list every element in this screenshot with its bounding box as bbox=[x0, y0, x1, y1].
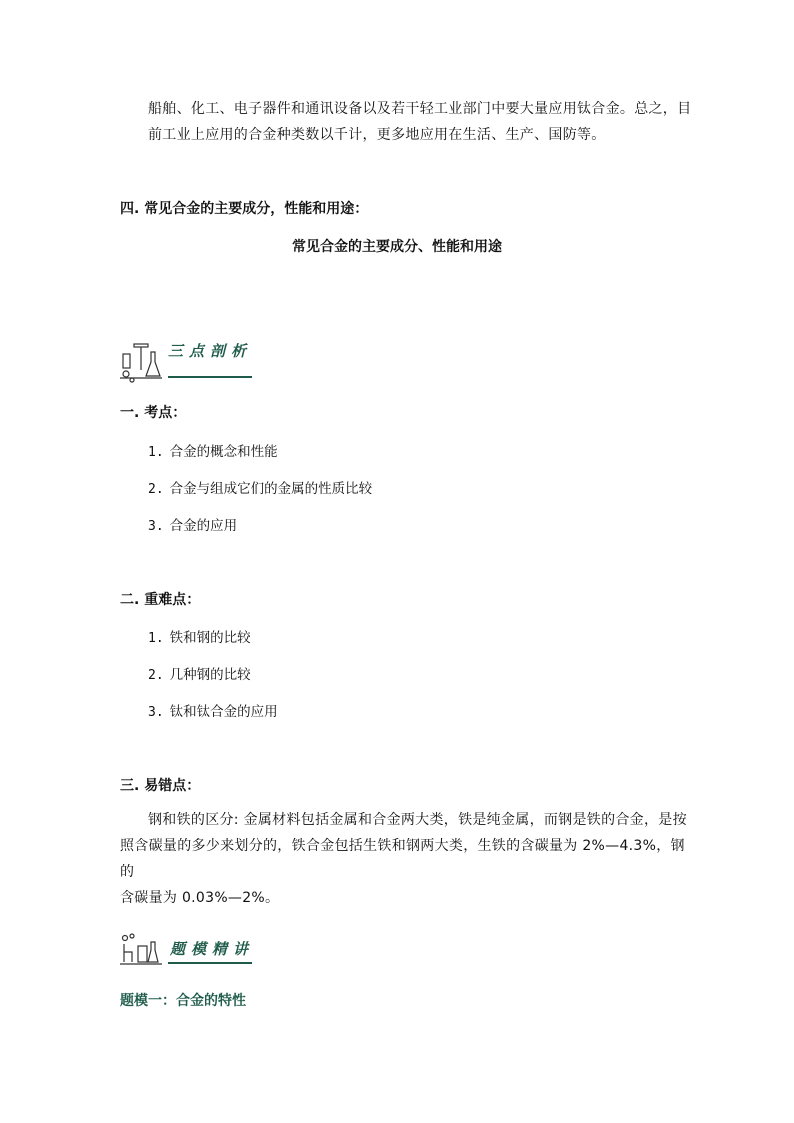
table-caption: 常见合金的主要成分、性能和用途 bbox=[292, 239, 502, 255]
badge-timo-title: 题模精讲 bbox=[170, 940, 255, 958]
item-text: 几种钢的比较 bbox=[169, 667, 251, 683]
kaodian-item-1 bbox=[148, 440, 278, 460]
item-text: 合金的概念和性能 bbox=[169, 444, 278, 460]
kaodian-heading: 一. 考点： bbox=[120, 405, 187, 421]
timo-heading: 题模一：合金的特性 bbox=[120, 993, 246, 1009]
section4-heading: 四. 常见合金的主要成分，性能和用途： bbox=[120, 201, 369, 217]
item-text: 合金与组成它们的金属的性质比较 bbox=[169, 481, 373, 497]
zhongnandian-item-1 bbox=[148, 626, 251, 646]
item-text: 钛和钛合金的应用 bbox=[169, 704, 278, 720]
item-number: 1. bbox=[148, 445, 164, 460]
intro-line-1: 船舶、化工、电子器件和通讯设备以及若干轻工业部门中要大量应用钛合金。总之，目 bbox=[148, 101, 692, 117]
zhongnandian-item-2 bbox=[148, 663, 251, 683]
badge-timo-underline bbox=[168, 962, 252, 964]
yicuodian-paragraph bbox=[120, 807, 690, 911]
intro-line-2: 前工业上应用的合金种类数以千计，更多地应用在生活、生产、国防等。 bbox=[148, 127, 606, 143]
yicuodian-line-1: 钢和铁的区分: 金属材料包括金属和合金两大类，铁是纯金属，而钢是铁的合金，是按 bbox=[148, 812, 687, 828]
lab-bench-icon bbox=[118, 932, 164, 968]
kaodian-item-2 bbox=[148, 477, 372, 497]
yicuodian-line-2: 照含碳量的多少来划分的，铁合金包括生铁和钢两大类，生铁的含碳量为 2%—4.3%，钢的 bbox=[120, 838, 685, 880]
section-badge-timo bbox=[118, 932, 258, 970]
item-number: 2. bbox=[148, 482, 164, 497]
yicuodian-line-3: 含碳量为 0.03%—2%。 bbox=[120, 890, 280, 906]
item-number: 1. bbox=[148, 631, 164, 646]
badge-sandian-title: 三点剖析 bbox=[168, 342, 253, 360]
zhongnandian-item-3 bbox=[148, 700, 278, 720]
section-badge-sandian bbox=[118, 338, 258, 384]
yicuodian-heading: 三. 易错点： bbox=[120, 778, 201, 794]
item-text: 铁和钢的比较 bbox=[169, 630, 251, 646]
zhongnandian-heading: 二. 重难点： bbox=[120, 592, 201, 608]
lab-flask-icon bbox=[118, 340, 164, 384]
kaodian-item-3 bbox=[148, 514, 237, 534]
item-text: 合金的应用 bbox=[169, 518, 238, 534]
item-number: 3. bbox=[148, 705, 164, 720]
item-number: 3. bbox=[148, 519, 164, 534]
intro-paragraph bbox=[148, 96, 708, 148]
badge-sandian-underline bbox=[168, 376, 252, 378]
item-number: 2. bbox=[148, 668, 164, 683]
